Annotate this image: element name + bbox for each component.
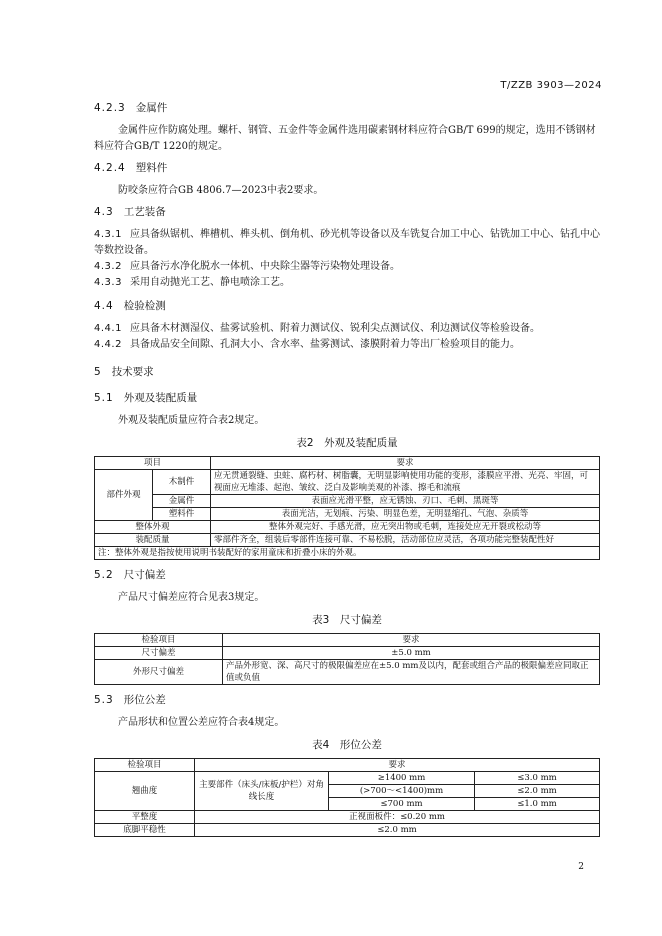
table-row (95, 634, 600, 647)
table-header-cell: 检验项目 (95, 634, 223, 647)
item-4-3-2: 4.3.2 应具备污水净化脱水一体机、中央除尘器等污染物处理设备。 (94, 261, 400, 272)
table-cell: ≤3.0 mm (475, 772, 600, 785)
table-header-cell: 要求 (195, 759, 600, 772)
table4-caption: 表4 形位公差 (312, 739, 382, 751)
heading-5-1: 5.1 外观及装配质量 (94, 392, 198, 404)
table-cell: 平整度 (95, 811, 195, 824)
table-row (95, 495, 600, 508)
table-cell: ≤2.0 mm (195, 824, 600, 837)
table-header-cell: 检验项目 (95, 759, 195, 772)
heading-4-2-3: 4.2.3 金属件 (94, 102, 168, 114)
table-cell: 主要部件（床头/床板/护栏）对角线长度 (195, 772, 329, 811)
document-code: T/ZZB 3903—2024 (500, 80, 602, 91)
document-body (94, 101, 600, 837)
table4 (94, 758, 600, 837)
item-4-3-1: 4.3.1 应具备纵锯机、榫槽机、榫头机、倒角机、砂光机等设备以及车铣复合加工中心、钻铣加工中心、钻孔中心等数控设备。 (94, 229, 600, 256)
page-number: 2 (578, 862, 584, 872)
heading-5-3: 5.3 形位公差 (94, 694, 166, 706)
heading-4-2-4: 4.2.4 塑料件 (94, 162, 168, 174)
table-note: 注：整体外观是指按使用说明书装配好的家用童床和折叠小床的外观。 (95, 547, 600, 560)
table-row (95, 521, 600, 534)
table-cell: ≤1.0 mm (475, 798, 600, 811)
table-cell: ±5.0 mm (223, 647, 600, 660)
table-cell: 外形尺寸偏差 (95, 660, 223, 685)
table-cell: 木制件 (153, 470, 211, 495)
table-cell: 表面光洁，无划痕、污染、明显色差，无明显缩孔、气泡、杂质等 (211, 508, 600, 521)
table2 (94, 456, 600, 560)
table-row (95, 647, 600, 660)
paragraph-5-1: 外观及装配质量应符合表2规定。 (118, 415, 265, 426)
table3 (94, 633, 600, 685)
table-row (95, 811, 600, 824)
paragraph-5-3: 产品形状和位置公差应符合表4规定。 (118, 717, 285, 728)
table-cell: 产品外形宽、深、高尺寸的极限偏差应在±5.0 mm及以内，配套或组合产品的极限偏差应同取正值或负值 (223, 660, 600, 685)
table-header-cell: 要求 (211, 457, 600, 470)
table-row (95, 457, 600, 470)
table-cell: ≤2.0 mm (475, 785, 600, 798)
heading-4-4: 4.4 检验检测 (94, 300, 166, 312)
table-cell: ≤700 mm (329, 798, 475, 811)
table-header-cell: 项目 (95, 457, 211, 470)
heading-5: 5 技术要求 (94, 366, 154, 378)
table-row (95, 547, 600, 560)
paragraph-5-2: 产品尺寸偏差应符合见表3规定。 (118, 592, 265, 603)
table-row (95, 534, 600, 547)
table-cell: 底脚平稳性 (95, 824, 195, 837)
item-4-4-1: 4.4.1 应具备木材测湿仪、盐雾试验机、附着力测试仪、锐利尖点测试仪、利边测试仪等检验设备。 (94, 323, 540, 334)
table-cell: 金属件 (153, 495, 211, 508)
item-4-4-2: 4.4.2 具备成品安全间隙、孔洞大小、含水率、盐雾测试、漆膜附着力等出厂检验项目的能力。 (94, 339, 520, 350)
heading-4-3: 4.3 工艺装备 (94, 206, 166, 218)
item-4-3-3: 4.3.3 采用自动抛光工艺、静电喷涂工艺。 (94, 277, 290, 288)
table-cell: 整体外观 (95, 521, 211, 534)
table-cell: 部件外观 (95, 470, 153, 521)
table-cell: ≥1400 mm (329, 772, 475, 785)
table-cell: 装配质量 (95, 534, 211, 547)
table-cell: 零部件齐全，组装后零部件连接可靠、不易松脱，活动部位应灵活，各项功能完整装配性好 (211, 534, 600, 547)
table-cell: 表面应光滑平整，应无锈蚀、刃口、毛刺、黑斑等 (211, 495, 600, 508)
table-cell: 整体外观完好、手感光滑，应无突出物或毛刺，连接处应无开裂或松动等 (211, 521, 600, 534)
table-cell: 正视面板件：≤0.20 mm (195, 811, 600, 824)
table-row (95, 759, 600, 772)
table-cell: 应无贯通裂缝、虫蛀、腐朽材、树脂囊，无明显影响使用功能的变形，漆膜应平滑、光亮、牢固，可视面应无堆漆、起泡、皱纹、泛白及影响美观的补漆、擦毛和流痕 (211, 470, 600, 495)
table-cell: 塑料件 (153, 508, 211, 521)
paragraph-4-2-4: 防咬条应符合GB 4806.7—2023中表2要求。 (118, 185, 324, 196)
heading-5-2: 5.2 尺寸偏差 (94, 569, 166, 581)
table-header-cell: 要求 (223, 634, 600, 647)
table-row (95, 660, 600, 685)
table-row (95, 470, 600, 495)
table-cell: 尺寸偏差 (95, 647, 223, 660)
table2-caption: 表2 外观及装配质量 (296, 437, 398, 449)
table3-caption: 表3 尺寸偏差 (312, 614, 382, 626)
table-row (95, 824, 600, 837)
table-row (95, 772, 600, 785)
paragraph-4-2-3: 金属件应作防腐处理。螺杆、钢管、五金件等金属件选用碳素钢材料应符合GB/T 699的规定，选用不锈钢材料应符合GB/T 1220的规定。 (94, 125, 596, 152)
table-row (95, 508, 600, 521)
table-cell: (>700～<1400)mm (329, 785, 475, 798)
table-cell: 翘曲度 (95, 772, 195, 811)
